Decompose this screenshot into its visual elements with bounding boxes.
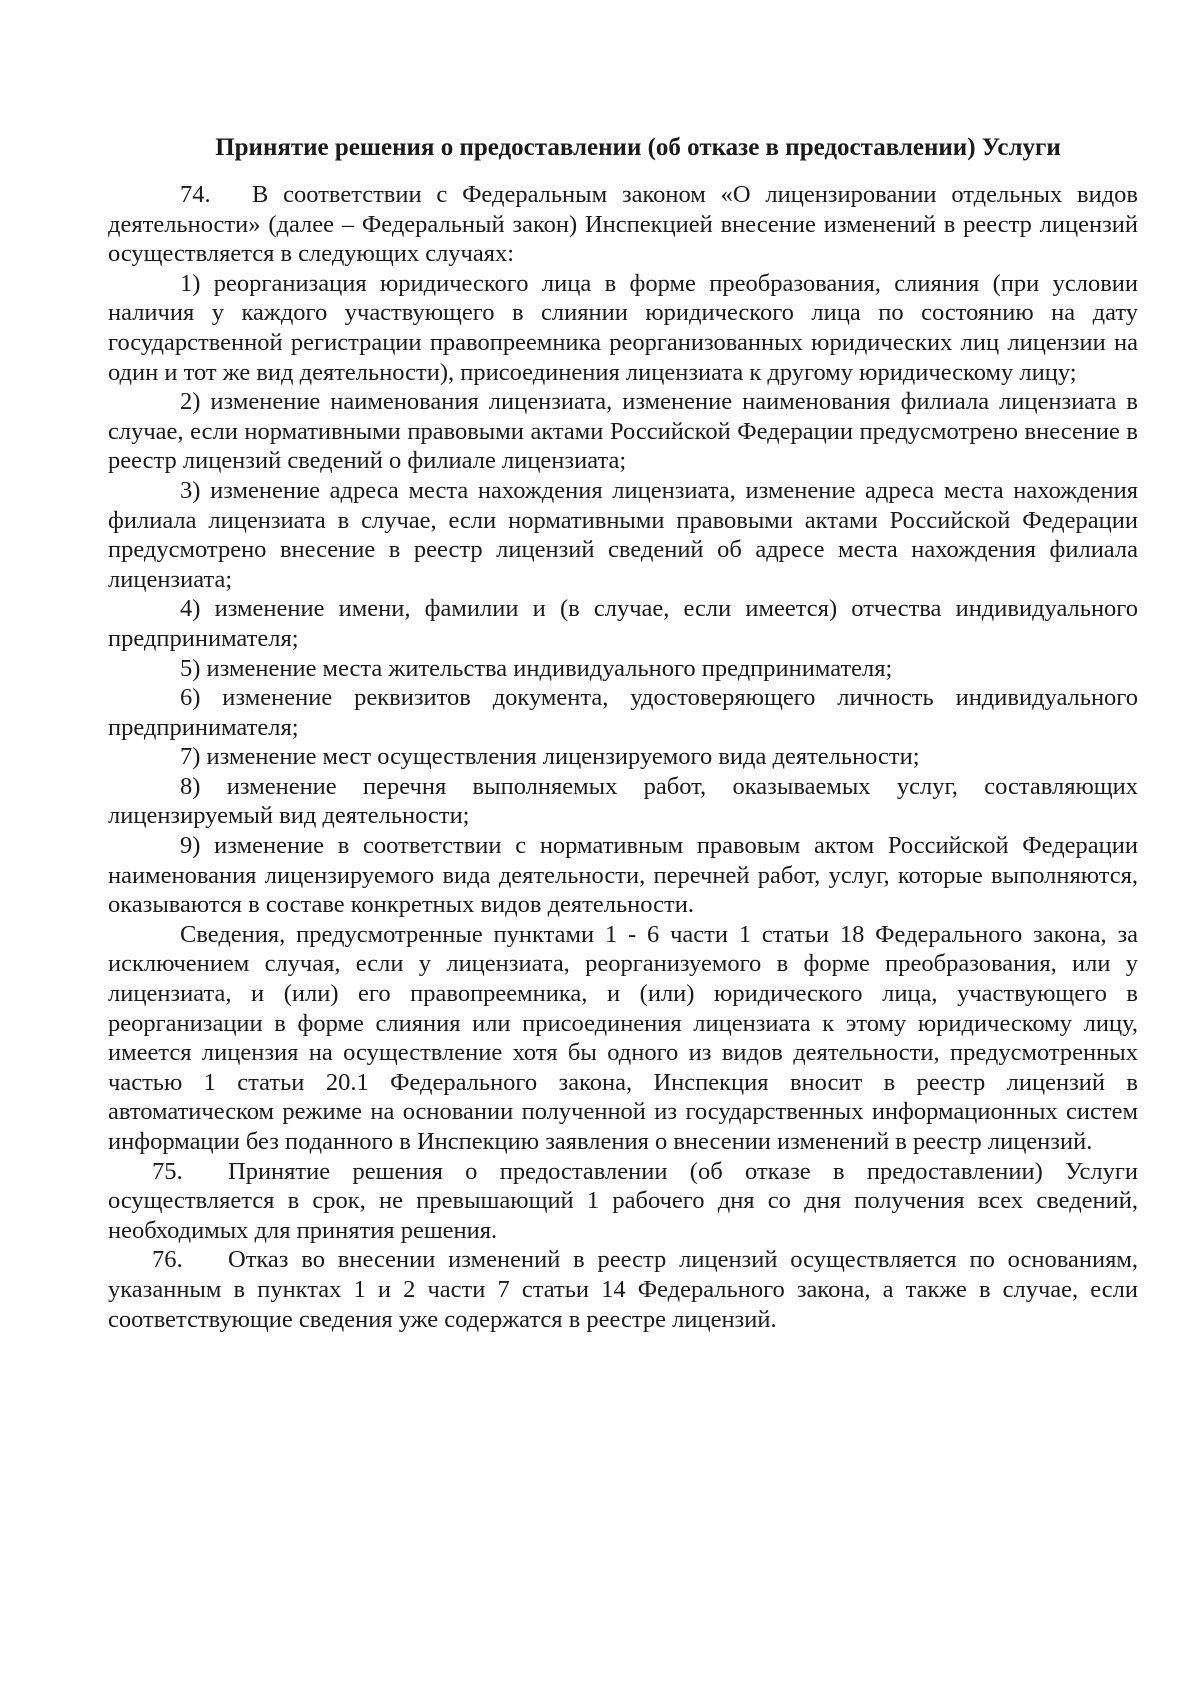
paragraph-number: 74. xyxy=(180,181,211,208)
list-item-8: 8) изменение перечня выполняемых работ, оказываемых услуг, составляющих лицензируемый вид деятельности; xyxy=(108,772,1138,830)
list-item-2: 2) изменение наименования лицензиата, изменение наименования филиала лицензиата в случае, если нормативными правовыми актами Российской Федерации предусмотрено внесение в реестр лицензий сведений о филиале лицензиата; xyxy=(108,388,1138,475)
list-item-1: 1) реорганизация юридического лица в форме преобразования, слияния (при условии наличия у каждого участвующего в слиянии юридического лица по состоянию на дату государственной регистрации правопреемника реорганизованных юридических лиц лицензии на один и тот же вид деятельности), присоединения лицензиата к другому юридическому лицу; xyxy=(108,269,1138,386)
info-paragraph: Сведения, предусмотренные пунктами 1 - 6 части 1 статьи 18 Федерального закона, за исключением случая, если у лицензиата, реорганизуемого в форме преобразования, или у лицензиата, и (или) его правопреемника, и (или) юридического лица, участвующего в реорганизации в форме слияния или присоединения лицензиата к этому юридическому лицу, имеется лицензия на осуществление хотя бы одного из видов деятельности, предусмотренных частью 1 статьи 20.1 Федерального закона, Инспекция вносит в реестр лицензий в автоматическом режиме на основании полученной из государственных информационных систем информации без поданного в Инспекцию заявления о внесении изменений в реестр лицензий. xyxy=(108,920,1138,1155)
list-item-3: 3) изменение адреса места нахождения лицензиата, изменение адреса места нахождения филиала лицензиата в случае, если нормативными правовыми актами Российской Федерации предусмотрено внесение в реестр лицензий сведений об адресе места нахождения филиала лицензиата; xyxy=(108,476,1138,593)
paragraph-75 xyxy=(108,1157,1138,1246)
document-page xyxy=(108,132,1138,1334)
paragraph-text: В соответствии с Федеральным законом «О лицензировании отдельных видов деятельности» (далее – Федеральный закон) Инспекцией внесение изменений в реестр лицензий осуществляется в следующих случаях: xyxy=(108,181,1138,268)
paragraph-text: Отказ во внесении изменений в реестр лицензий осуществляется по основаниям, указанным в пунктах 1 и 2 части 7 статьи 14 Федерального закона, а также в случае, если соответствующие сведения уже содержатся в реестре лицензий. xyxy=(108,1246,1138,1333)
list-item-6: 6) изменение реквизитов документа, удостоверяющего личность индивидуального предпринимателя; xyxy=(108,684,1138,741)
paragraph-number: 75. xyxy=(152,1157,183,1185)
list-item-5: 5) изменение места жительства индивидуального предпринимателя; xyxy=(180,654,893,682)
list-item-7: 7) изменение мест осуществления лицензируемого вида деятельности; xyxy=(180,743,920,771)
list-item-9: 9) изменение в соответствии с нормативным правовым актом Российской Федерации наименования лицензируемого вида деятельности, перечней работ, услуг, которые выполняются, оказываются в составе конкретных видов деятельности. xyxy=(108,832,1138,919)
section-title: Принятие решения о предоставлении (об отказе в предоставлении) Услуги xyxy=(215,134,1061,161)
paragraph-74 xyxy=(108,180,1138,269)
paragraph-76 xyxy=(108,1245,1138,1334)
paragraph-number: 76. xyxy=(152,1246,183,1274)
list-item-4: 4) изменение имени, фамилии и (в случае, если имеется) отчества индивидуального предпринимателя; xyxy=(108,595,1138,652)
paragraph-text: Принятие решения о предоставлении (об отказе в предоставлении) Услуги осуществляется в срок, не превышающий 1 рабочего дня со дня получения всех сведений, необходимых для принятия решения. xyxy=(108,1157,1138,1244)
